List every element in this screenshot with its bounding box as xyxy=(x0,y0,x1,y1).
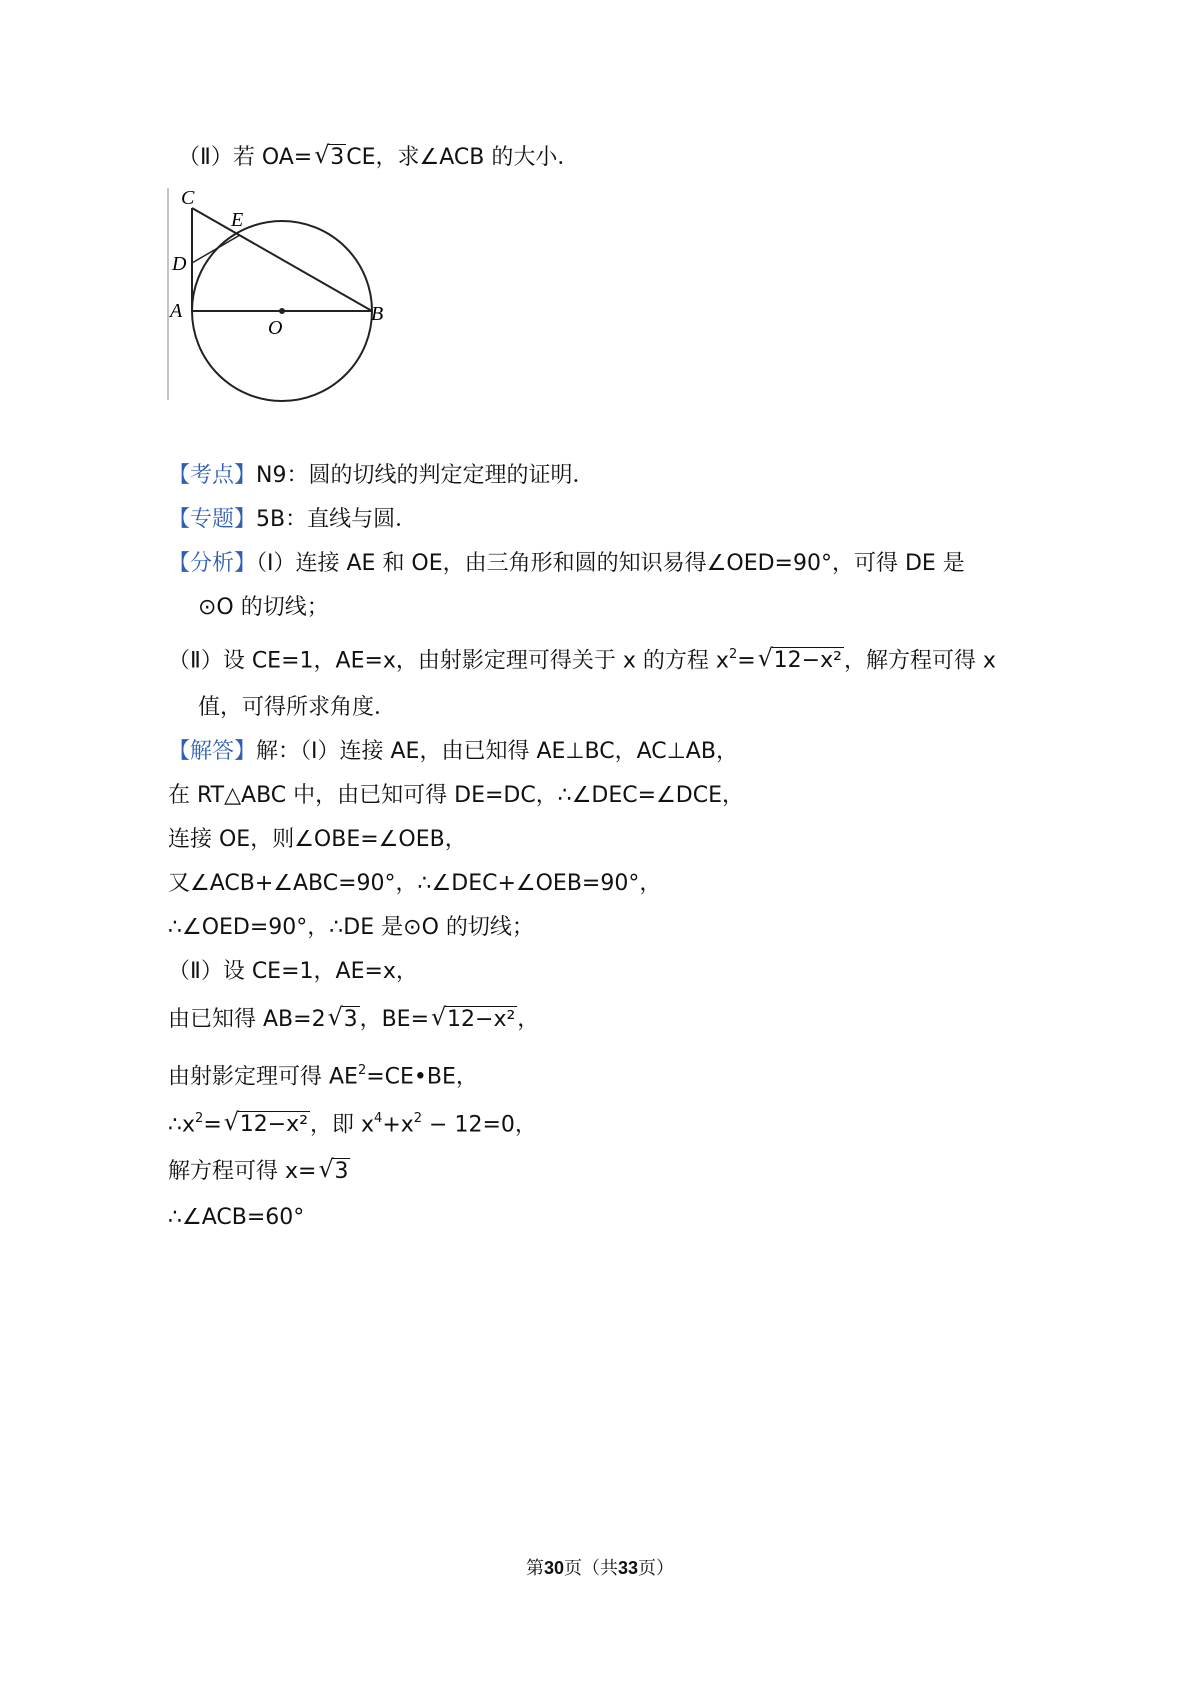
jieda-line-7 xyxy=(168,1005,539,1035)
jieda-line-11: ∴∠ACB=60° xyxy=(168,1205,305,1230)
page-footer xyxy=(0,1554,1200,1580)
jieda-sup-2: 2 xyxy=(413,1111,423,1126)
label-c: C xyxy=(181,187,195,209)
footer-mid: 页（共 xyxy=(564,1558,618,1579)
sqrt-3-x-radicand: 3 xyxy=(334,1159,349,1184)
label-d: D xyxy=(172,253,187,275)
fenxi-eq: = xyxy=(737,648,756,674)
sqrt-12-x2-eq xyxy=(224,1110,310,1140)
fenxi-text-3a: （Ⅱ）设 CE=1，AE=x，由射影定理可得关于 x 的方程 x xyxy=(168,648,729,674)
question-2 xyxy=(178,143,579,173)
jieda-text-7a: 由已知得 AB=2 xyxy=(168,1007,326,1032)
label-a: A xyxy=(170,300,183,322)
zhuanti-text: 5B：直线与圆． xyxy=(256,507,418,532)
jieda-eq-9: = xyxy=(203,1112,222,1138)
jieda-sup-9: 2 xyxy=(195,1111,204,1126)
footer-page-number: 30 xyxy=(543,1558,564,1578)
fenxi-text-3b: ，解方程可得 x xyxy=(843,648,996,674)
jieda-text-9c: +x xyxy=(382,1112,414,1138)
footer-post: 页） xyxy=(638,1558,675,1579)
geometry-figure xyxy=(165,185,405,405)
footer-total-pages: 33 xyxy=(618,1558,639,1578)
jieda-sup-8: 2 xyxy=(357,1063,367,1078)
jieda-text-9a: ∴x xyxy=(168,1112,196,1138)
sqrt-3-ab xyxy=(328,1005,360,1035)
jieda-text-7b: ，BE= xyxy=(359,1007,430,1032)
sqrt-3-radicand: 3 xyxy=(330,145,345,170)
fenxi-tag: 【分析】 xyxy=(168,551,257,576)
jieda-line-4: 又∠ACB+∠ABC=90°，∴∠DEC+∠OEB=90°， xyxy=(168,871,662,896)
jieda-text-9d: − 12=0， xyxy=(422,1112,537,1138)
fenxi-text-1: （Ⅰ）连接 AE 和 OE，由三角形和圆的知识易得∠OED=90°，可得 DE 是 xyxy=(256,551,965,576)
label-e: E xyxy=(231,209,244,231)
jieda-line-5: ∴∠OED=90°，∴DE 是⊙O 的切线； xyxy=(168,915,534,940)
center-point xyxy=(279,308,285,314)
fenxi-line-3 xyxy=(168,641,996,676)
fenxi-line-4: 值，可得所求角度． xyxy=(198,695,397,720)
sqrt-3-x xyxy=(318,1157,350,1187)
jieda-tag: 【解答】 xyxy=(168,739,257,764)
fenxi-line-2: ⊙O 的切线； xyxy=(198,595,329,620)
jieda-line-6: （Ⅱ）设 CE=1，AE=x， xyxy=(168,959,418,984)
jieda-text-7c: ， xyxy=(517,1007,540,1032)
sqrt-3-ab-radicand: 3 xyxy=(343,1007,358,1032)
kaodian-line xyxy=(168,461,594,491)
jieda-line-10 xyxy=(168,1157,350,1187)
kaodian-text: N9：圆的切线的判定定理的证明． xyxy=(256,463,595,488)
kaodian-tag: 【考点】 xyxy=(168,463,257,488)
label-o: O xyxy=(268,317,283,339)
segment-cb xyxy=(192,208,372,311)
question-2-suffix: CE，求∠ACB 的大小． xyxy=(346,145,580,170)
sqrt-12-x2-be xyxy=(431,1005,517,1035)
fenxi-line-1 xyxy=(168,549,965,579)
jieda-line-3: 连接 OE，则∠OBE=∠OEB， xyxy=(168,827,467,852)
fenxi-sup: 2 xyxy=(728,647,738,662)
sqrt-12-x2 xyxy=(758,646,844,676)
jieda-text-8a: 由射影定理可得 AE xyxy=(168,1064,358,1090)
zhuanti-tag: 【专题】 xyxy=(168,507,257,532)
jieda-text-1: 解：（Ⅰ）连接 AE，由已知得 AE⊥BC，AC⊥AB， xyxy=(256,739,738,764)
sqrt-radicand: 12−x² xyxy=(773,648,842,674)
jieda-line-2: 在 RT△ABC 中，由已知可得 DE=DC，∴∠DEC=∠DCE， xyxy=(168,783,744,808)
segment-de xyxy=(192,235,240,263)
jieda-line-8 xyxy=(168,1057,478,1092)
jieda-line-9 xyxy=(168,1105,537,1140)
footer-pre: 第 xyxy=(525,1558,544,1579)
sqrt-be-radicand: 12−x² xyxy=(447,1007,516,1032)
jieda-sup-4: 4 xyxy=(374,1111,383,1126)
jieda-text-8b: =CE•BE， xyxy=(366,1064,478,1090)
zhuanti-line xyxy=(168,505,417,535)
sqrt-eq-radicand: 12−x² xyxy=(239,1112,309,1138)
label-b: B xyxy=(371,303,384,325)
jieda-line-1 xyxy=(168,737,738,767)
sqrt-3 xyxy=(314,143,346,173)
jieda-text-10a: 解方程可得 x= xyxy=(168,1159,317,1184)
question-2-prefix: （Ⅱ）若 OA= xyxy=(178,145,313,170)
jieda-text-9b: ，即 x xyxy=(310,1112,375,1138)
